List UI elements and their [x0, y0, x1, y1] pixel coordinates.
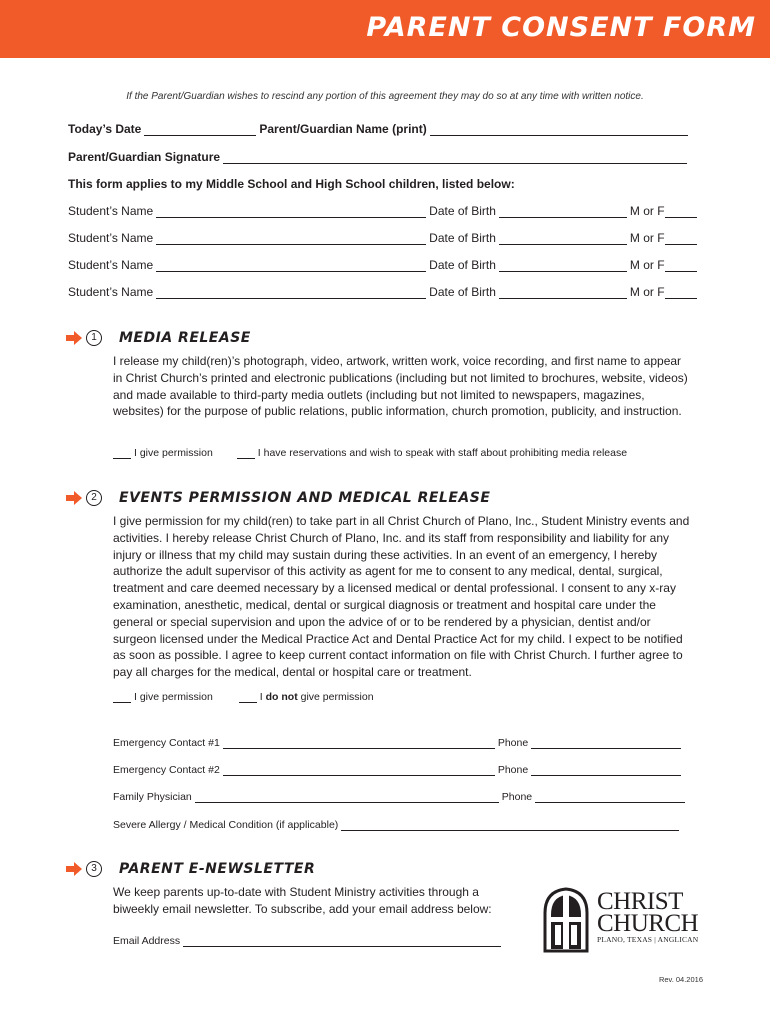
media-release-heading	[66, 330, 251, 346]
section-number: 2	[86, 490, 102, 506]
student-name-field[interactable]	[156, 205, 426, 218]
dob-field[interactable]	[499, 259, 627, 272]
events-give-checkbox[interactable]	[113, 692, 131, 703]
sex-label: M or F	[629, 204, 665, 218]
media-give-checkbox[interactable]	[113, 448, 131, 459]
sex-field[interactable]	[665, 259, 697, 272]
dob-label: Date of Birth	[429, 231, 496, 245]
todays-date-field[interactable]	[144, 123, 256, 136]
christ-church-logo	[542, 887, 712, 953]
emergency-phone-2-field[interactable]	[531, 765, 681, 776]
student-name-label: Student’s Name	[68, 285, 154, 299]
section-number: 1	[86, 330, 102, 346]
logo-tagline: PLANO, TEXAS | ANGLICAN	[597, 935, 699, 944]
sex-label: M or F	[629, 231, 665, 245]
dob-field[interactable]	[499, 205, 627, 218]
student-name-field[interactable]	[156, 286, 426, 299]
student-row	[68, 285, 700, 299]
revision-label: Rev. 04.2016	[658, 975, 703, 984]
dob-field[interactable]	[499, 286, 627, 299]
newsletter-heading	[66, 861, 315, 877]
applies-statement-text: This form applies to my Middle School and High School children, listed below:	[68, 177, 515, 191]
section-title: EVENTS PERMISSION AND MEDICAL RELEASE	[119, 490, 491, 506]
arrow-right-icon	[66, 862, 82, 876]
dob-label: Date of Birth	[429, 258, 496, 272]
emergency-contact-1-label: Emergency Contact #1	[113, 737, 220, 749]
media-reservations-label: I have reservations and wish to speak with staff about prohibiting media release	[257, 447, 628, 459]
student-row	[68, 258, 700, 272]
email-label: Email Address	[113, 935, 181, 947]
allergy-label: Severe Allergy / Medical Condition (if applicable)	[113, 819, 339, 831]
family-physician-row	[113, 791, 688, 803]
arrow-right-icon	[66, 491, 82, 505]
family-physician-label: Family Physician	[113, 791, 192, 803]
student-row	[68, 204, 700, 218]
logo-line1: CHRIST	[597, 888, 683, 915]
parent-signature-field[interactable]	[223, 151, 687, 164]
events-give-label: I give permission	[134, 691, 213, 703]
phone-label: Phone	[501, 791, 533, 803]
physician-phone-field[interactable]	[535, 792, 685, 803]
logo-line2: CHURCH	[597, 910, 699, 937]
events-permission-heading	[66, 490, 490, 506]
parent-name-field[interactable]	[430, 123, 688, 136]
emergency-contact-2-label: Emergency Contact #2	[113, 764, 220, 776]
email-field[interactable]	[183, 936, 501, 947]
phone-label: Phone	[497, 737, 529, 749]
parent-name-label: Parent/Guardian Name (print)	[259, 122, 427, 136]
events-deny-checkbox[interactable]	[239, 692, 257, 703]
section-title: MEDIA RELEASE	[119, 330, 251, 346]
allergy-row	[113, 819, 682, 831]
family-physician-field[interactable]	[195, 792, 499, 803]
newsletter-text: We keep parents up-to-date with Student Ministry activities through a biweekly email newsletter. To subscribe, add your email address below:	[113, 885, 492, 916]
parent-signature-label: Parent/Guardian Signature	[68, 150, 221, 164]
student-name-label: Student’s Name	[68, 204, 154, 218]
media-give-label: I give permission	[134, 447, 213, 459]
emergency-phone-1-field[interactable]	[531, 738, 681, 749]
header-banner	[0, 0, 770, 58]
sex-field[interactable]	[665, 232, 697, 245]
sex-label: M or F	[629, 258, 665, 272]
applies-statement	[68, 177, 515, 191]
signature-row	[68, 150, 690, 164]
dob-label: Date of Birth	[429, 204, 496, 218]
events-deny-label: I do not give permission	[259, 691, 374, 703]
student-row	[68, 231, 700, 245]
emergency-contact-1-field[interactable]	[223, 738, 495, 749]
student-name-label: Student’s Name	[68, 258, 154, 272]
dob-field[interactable]	[499, 232, 627, 245]
events-permission-text: I give permission for my child(ren) to take part in all Christ Church of Plano, Inc., Student Ministry events and activities. I hereby release Christ Church of Plano, Inc. and its staff from responsibility and liability for any injury or illness that my child may sustain during these activities. In an event of an emergency, I hereby authorize the adult supervisor of this activity as agent for me to consent to any medical, dental, surgical, treatment and care deemed necessary by a licensed medical or dental professional. I consent to any x-ray examination, anesthetic, medical, dental or surgical diagnosis or treatment and hospital care under the general or special supervision and upon the advice of or to be rendered by a physician, dentist and/or surgeon licensed under the Medical Practice Act and Dental Practice Act for my child. I expect to be notified as soon as possible. I agree to keep current contact information on file with Christ Church. I further agree to pay all charges for the medical, dental or hospital care or treatment.	[113, 514, 690, 680]
student-name-field[interactable]	[156, 259, 426, 272]
form-title: PARENT CONSENT FORM	[366, 12, 756, 43]
logo-wordmark	[597, 888, 699, 945]
section-number: 3	[86, 861, 102, 877]
emergency-contact-1-row	[113, 737, 684, 749]
events-options	[113, 691, 374, 703]
sex-label: M or F	[629, 285, 665, 299]
allergy-field[interactable]	[341, 820, 679, 831]
media-options	[113, 447, 627, 459]
student-name-field[interactable]	[156, 232, 426, 245]
arrow-right-icon	[66, 331, 82, 345]
emergency-contact-2-field[interactable]	[223, 765, 495, 776]
sex-field[interactable]	[665, 286, 697, 299]
media-reservations-checkbox[interactable]	[237, 448, 255, 459]
student-name-label: Student’s Name	[68, 231, 154, 245]
media-release-text: I release my child(ren)’s photograph, video, artwork, written work, voice recording, and first name to appear in Christ Church’s printed and electronic publications (including but not limited to brochures, website, videos) and made available to third-party media outlets (including but not limited to newspapers, magazines, websites) for the purpose of public relations, public information, church promotion, publicity, and instruction.	[113, 354, 688, 419]
sex-field[interactable]	[665, 205, 697, 218]
rescind-notice: If the Parent/Guardian wishes to rescind any portion of this agreement they may do so at any time with written notice.	[126, 91, 644, 102]
todays-date-label: Today’s Date	[68, 122, 142, 136]
emergency-contact-2-row	[113, 764, 684, 776]
phone-label: Phone	[497, 764, 529, 776]
dob-label: Date of Birth	[429, 285, 496, 299]
section-title: PARENT E-NEWSLETTER	[119, 861, 316, 877]
email-row	[113, 935, 504, 947]
parent-info-row	[68, 122, 691, 136]
